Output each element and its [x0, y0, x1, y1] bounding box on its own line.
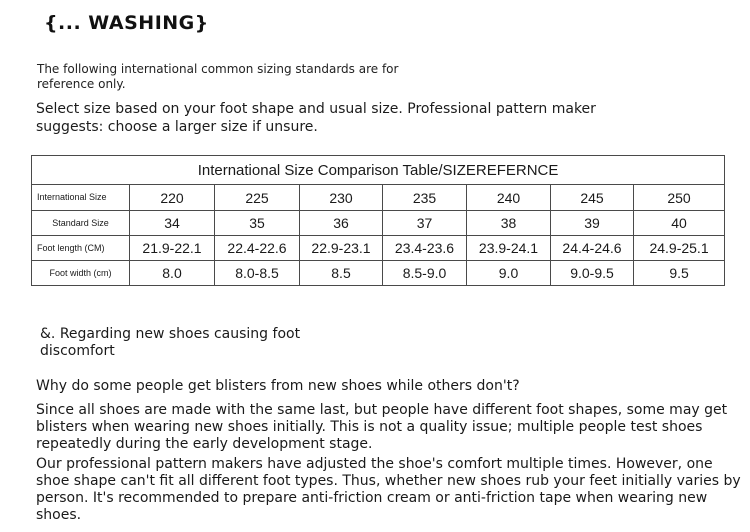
- faq-question: Why do some people get blisters from new shoes while others don't?: [36, 378, 520, 394]
- section-title: &. Regarding new shoes causing foot discomfort: [40, 326, 301, 359]
- table-cell: 23.4-23.6: [383, 236, 467, 261]
- table-cell: 9.0: [467, 261, 551, 286]
- section-heading: {... WASHING}: [44, 12, 209, 34]
- table-cell: 37: [383, 211, 467, 236]
- table-cell: 245: [551, 185, 634, 211]
- table-cell: 8.5-9.0: [383, 261, 467, 286]
- table-cell: 22.9-23.1: [300, 236, 383, 261]
- table-cell: 240: [467, 185, 551, 211]
- table-cell: 40: [634, 211, 725, 236]
- table-cell: 21.9-22.1: [130, 236, 215, 261]
- reference-note: The following international common sizing standards are for reference only.: [37, 62, 399, 91]
- row-label: Standard Size: [32, 211, 130, 236]
- row-label: Foot length (CM): [32, 236, 130, 261]
- table-cell: 8.0-8.5: [215, 261, 300, 286]
- size-advice: Select size based on your foot shape and usual size. Professional pattern maker suggests: choose a larger size if unsure.: [36, 101, 596, 135]
- row-label: International Size: [32, 185, 130, 211]
- table-cell: 9.0-9.5: [551, 261, 634, 286]
- table-cell: 22.4-22.6: [215, 236, 300, 261]
- table-cell: 38: [467, 211, 551, 236]
- table-row: [32, 236, 725, 261]
- table-cell: 24.4-24.6: [551, 236, 634, 261]
- table-cell: 34: [130, 211, 215, 236]
- table-cell: 23.9-24.1: [467, 236, 551, 261]
- table-cell: 230: [300, 185, 383, 211]
- table-cell: 35: [215, 211, 300, 236]
- table-cell: 8.5: [300, 261, 383, 286]
- table-cell: 36: [300, 211, 383, 236]
- row-label: Foot width (cm): [32, 261, 130, 286]
- table-cell: 9.5: [634, 261, 725, 286]
- faq-answer-paragraph: Our professional pattern makers have adjusted the shoe's comfort multiple times. However, one shoe shape can't fit all different foot types. Thus, whether new shoes rub your feet initially varies by person. It's recommended to prepare anti-friction cream or anti-friction tape when wearing new shoes.: [36, 456, 741, 523]
- faq-answer-paragraph: Since all shoes are made with the same last, but people have different foot shapes, some may get blisters when wearing new shoes initially. This is not a quality issue; multiple people test shoes repeatedly during the early development stage.: [36, 402, 728, 452]
- table-cell: 250: [634, 185, 725, 211]
- table-title: International Size Comparison Table/SIZEREFERNCE: [32, 156, 725, 185]
- table-cell: 24.9-25.1: [634, 236, 725, 261]
- table-cell: 8.0: [130, 261, 215, 286]
- table-row: [32, 185, 725, 211]
- table-row: [32, 211, 725, 236]
- size-comparison-table: [31, 155, 725, 286]
- table-cell: 220: [130, 185, 215, 211]
- table-cell: 225: [215, 185, 300, 211]
- table-cell: 39: [551, 211, 634, 236]
- table-cell: 235: [383, 185, 467, 211]
- table-row: [32, 261, 725, 286]
